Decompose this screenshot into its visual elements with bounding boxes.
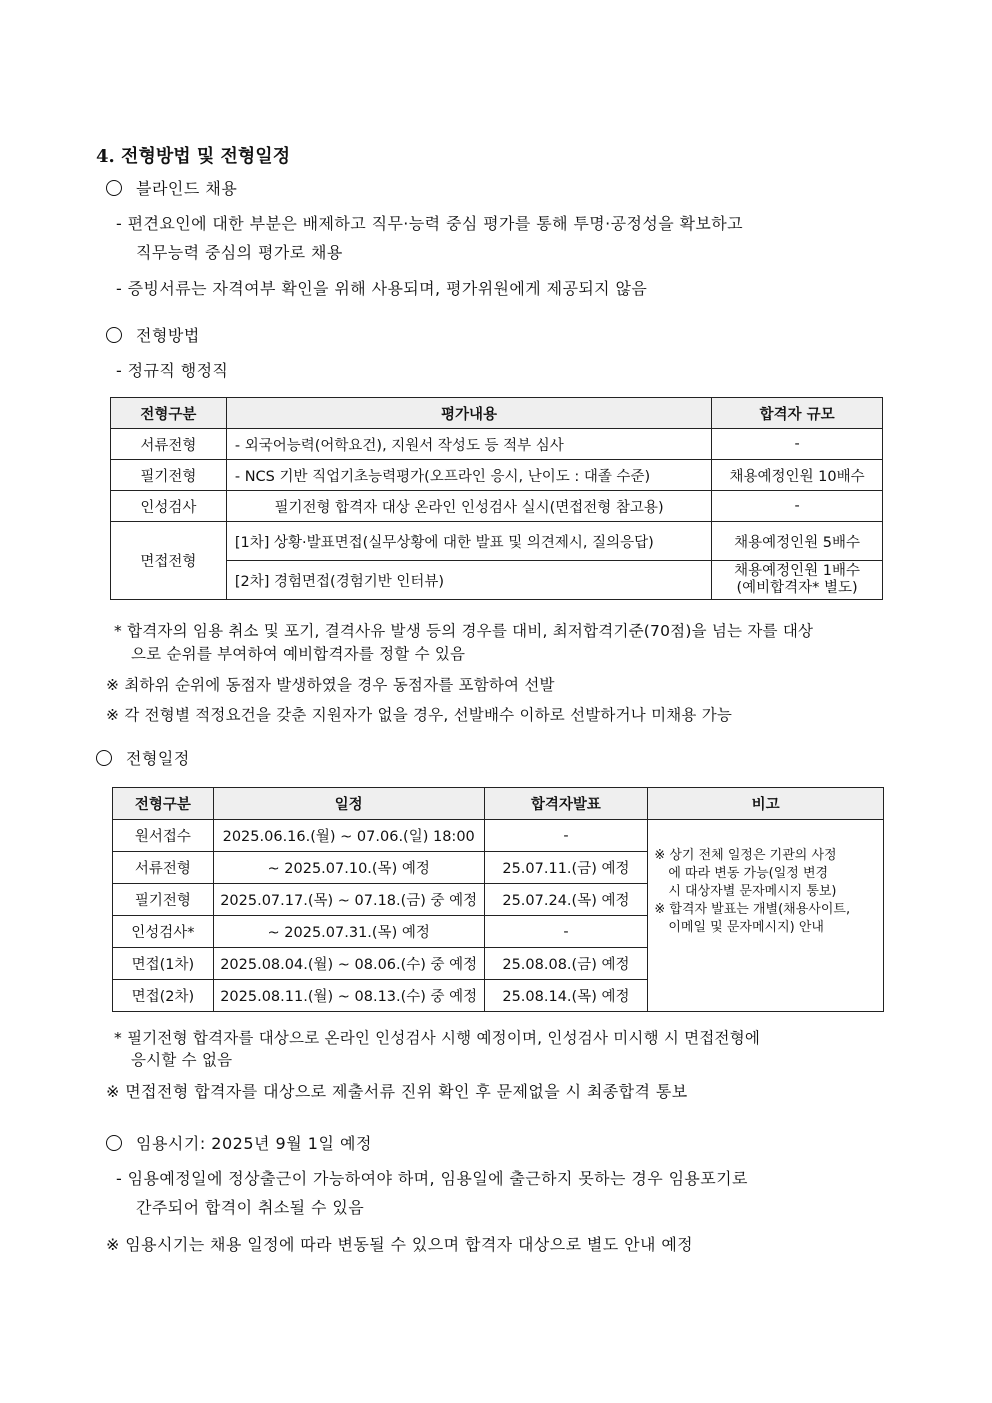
table-row <box>111 429 883 460</box>
blind-heading <box>106 176 237 199</box>
content-cell: 필기전형 합격자 대상 온라인 인성검사 실시(면접전형 참고용) <box>226 491 711 522</box>
date-cell: ~ 2025.07.10.(목) 예정 <box>213 852 484 884</box>
stage-cell: 서류전형 <box>113 852 214 884</box>
table-row <box>111 522 883 561</box>
header-stage: 전형구분 <box>111 398 227 429</box>
header-announce: 합격자발표 <box>484 788 648 820</box>
method-note1b: 으로 순위를 부여하여 예비합격자를 정할 수 있음 <box>131 645 466 663</box>
scale-cell: - <box>712 491 883 522</box>
appointment-line1: - 임용예정일에 정상출근이 가능하여야 하며, 임용일에 출근하지 못하는 경우 임용포기로 <box>116 1169 748 1188</box>
scale-line: 채용예정인원 1배수 <box>734 563 861 579</box>
method-heading <box>106 323 200 346</box>
date-cell: 2025.06.16.(월) ~ 07.06.(일) 18:00 <box>213 820 484 852</box>
announce-cell: 25.08.08.(금) 예정 <box>484 948 648 980</box>
table-header-row <box>111 398 883 429</box>
date-cell: 2025.08.11.(월) ~ 08.13.(수) 중 예정 <box>213 980 484 1012</box>
header-scale: 합격자 규모 <box>712 398 883 429</box>
circle-bullet-icon <box>96 750 112 766</box>
appointment-line1b: 간주되어 합격이 취소될 수 있음 <box>136 1198 365 1217</box>
content-cell: - 외국어능력(어학요건), 지원서 작성도 등 적부 심사 <box>226 429 711 460</box>
schedule-note1a: * 필기전형 합격자를 대상으로 온라인 인성검사 시행 예정이며, 인성검사 미시행 시 면접전형에 <box>114 1029 761 1047</box>
circle-bullet-icon <box>106 1135 122 1151</box>
content-cell: [1차] 상황·발표면접(실무상황에 대한 발표 및 의견제시, 질의응답) <box>226 522 711 561</box>
scale-cell: - <box>712 429 883 460</box>
header-remark: 비고 <box>648 788 884 820</box>
remark-line: ※ 상기 전체 일정은 기관의 사정 <box>654 847 837 863</box>
announce-cell: 25.07.24.(목) 예정 <box>484 884 648 916</box>
blind-line2: - 증빙서류는 자격여부 확인을 위해 사용되며, 평가위원에게 제공되지 않음 <box>116 279 648 298</box>
blind-line1: - 편견요인에 대한 부분은 배제하고 직무·능력 중심 평가를 통해 투명·공정성을 확보하고 <box>116 214 743 233</box>
blind-heading-text: 블라인드 채용 <box>136 179 238 198</box>
stage-cell: 인성검사* <box>113 916 214 948</box>
header-content: 평가내용 <box>226 398 711 429</box>
method-note1a: * 합격자의 임용 취소 및 포기, 결격사유 발생 등의 경우를 대비, 최저합격기준(70점)을 넘는 자를 대상 <box>114 622 814 640</box>
announce-cell: 25.07.11.(금) 예정 <box>484 852 648 884</box>
announce-cell: - <box>484 916 648 948</box>
blind-line1b: 직무능력 중심의 평가로 채용 <box>136 243 343 262</box>
method-sub: - 정규직 행정직 <box>116 361 229 380</box>
scale-line: (예비합격자* 별도) <box>736 580 858 596</box>
header-stage: 전형구분 <box>113 788 214 820</box>
stage-cell: 면접(1차) <box>113 948 214 980</box>
stage-cell: 원서접수 <box>113 820 214 852</box>
section-title: 4. 전형방법 및 전형일정 <box>96 146 291 167</box>
stage-cell: 인성검사 <box>111 491 227 522</box>
circle-bullet-icon <box>106 180 122 196</box>
announce-cell: 25.08.14.(목) 예정 <box>484 980 648 1012</box>
schedule-table <box>112 787 884 1012</box>
stage-cell: 필기전형 <box>111 460 227 491</box>
circle-bullet-icon <box>106 327 122 343</box>
scale-cell: 채용예정인원 5배수 <box>712 522 883 561</box>
date-cell: 2025.08.04.(월) ~ 08.06.(수) 중 예정 <box>213 948 484 980</box>
appointment-heading <box>106 1131 372 1154</box>
schedule-note2: ※ 면접전형 합격자를 대상으로 제출서류 진위 확인 후 문제없을 시 최종합격 통보 <box>106 1082 688 1101</box>
content-cell: - NCS 기반 직업기초능력평가(오프라인 응시, 난이도 : 대졸 수준) <box>226 460 711 491</box>
table-header-row <box>113 788 884 820</box>
method-heading-text: 전형방법 <box>136 326 200 345</box>
date-cell: 2025.07.17.(목) ~ 07.18.(금) 중 예정 <box>213 884 484 916</box>
remark-line: 시 대상자별 문자메시지 통보) <box>668 883 837 899</box>
date-cell: ~ 2025.07.31.(목) 예정 <box>213 916 484 948</box>
scale-cell <box>712 561 883 600</box>
method-table <box>110 397 883 600</box>
remark-line: ※ 합격자 발표는 개별(채용사이트, <box>654 901 851 917</box>
header-date: 일정 <box>213 788 484 820</box>
method-note2: ※ 최하위 순위에 동점자 발생하였을 경우 동점자를 포함하여 선발 <box>106 676 555 694</box>
table-row <box>111 460 883 491</box>
stage-cell: 면접(2차) <box>113 980 214 1012</box>
table-row <box>113 820 884 852</box>
method-note3: ※ 각 전형별 적정요건을 갖춘 지원자가 없을 경우, 선발배수 이하로 선발하거나 미채용 가능 <box>106 706 733 724</box>
table-row <box>111 561 883 600</box>
stage-cell: 서류전형 <box>111 429 227 460</box>
remark-cell <box>648 820 884 1012</box>
appointment-heading-text: 임용시기: 2025년 9월 1일 예정 <box>136 1134 372 1153</box>
schedule-note1b: 응시할 수 없음 <box>131 1051 233 1069</box>
stage-cell: 필기전형 <box>113 884 214 916</box>
remark-line: 에 따라 변동 가능(일정 변경 <box>668 865 829 881</box>
announce-cell: - <box>484 820 648 852</box>
scale-cell: 채용예정인원 10배수 <box>712 460 883 491</box>
schedule-heading-text: 전형일정 <box>126 749 190 768</box>
schedule-heading <box>96 746 190 769</box>
table-row <box>111 491 883 522</box>
appointment-note: ※ 임용시기는 채용 일정에 따라 변동될 수 있으며 합격자 대상으로 별도 안내 예정 <box>106 1235 694 1254</box>
remark-line: 이메일 및 문자메시지) 안내 <box>668 919 824 935</box>
stage-cell: 면접전형 <box>111 522 227 600</box>
content-cell: [2차] 경험면접(경험기반 인터뷰) <box>226 561 711 600</box>
